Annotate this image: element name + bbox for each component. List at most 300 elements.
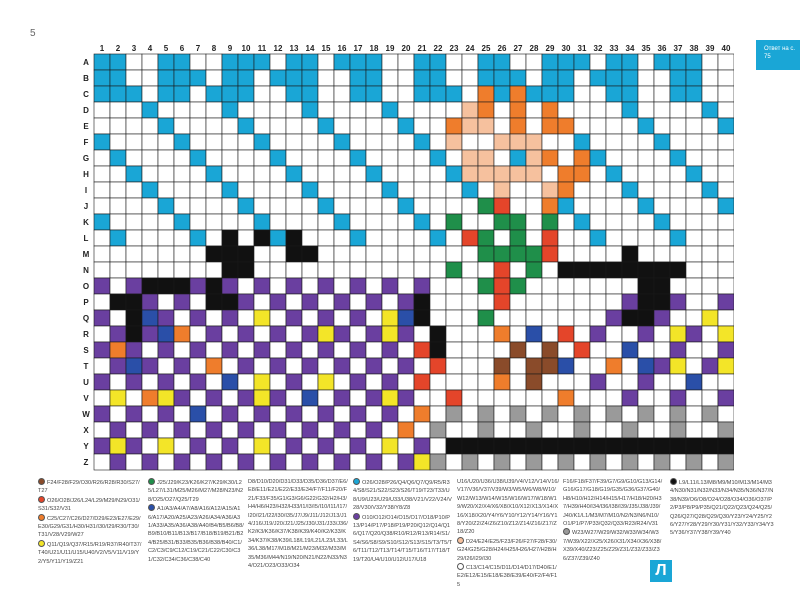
grid-cell [302, 86, 318, 102]
grid-cell [638, 454, 654, 470]
grid-cell [206, 374, 222, 390]
grid-cell [446, 166, 462, 182]
grid-cell [622, 326, 638, 342]
grid-cell [558, 198, 574, 214]
mosaic-grid [78, 40, 734, 472]
grid-cell [526, 294, 542, 310]
grid-cell [510, 262, 526, 278]
grid-cell [126, 150, 142, 166]
grid-cell [606, 342, 622, 358]
grid-cell [510, 230, 526, 246]
grid-cell [110, 262, 126, 278]
grid-cell [622, 86, 638, 102]
grid-cell [590, 454, 606, 470]
grid-cell [110, 230, 126, 246]
grid-cell [238, 422, 254, 438]
grid-cell [302, 438, 318, 454]
grid-cell [430, 118, 446, 134]
grid-cell [638, 54, 654, 70]
grid-cell [686, 438, 702, 454]
grid-cell [206, 294, 222, 310]
grid-cell [110, 422, 126, 438]
row-label: O [82, 282, 90, 291]
grid-cell [158, 102, 174, 118]
grid-cell [110, 390, 126, 406]
grid-cell [494, 454, 510, 470]
grid-cell [446, 214, 462, 230]
grid-cell [606, 278, 622, 294]
grid-cell [462, 454, 478, 470]
grid-cell [430, 230, 446, 246]
grid-cell [270, 262, 286, 278]
grid-cell [478, 102, 494, 118]
grid-cell [334, 422, 350, 438]
grid-cell [702, 390, 718, 406]
grid-cell [142, 166, 158, 182]
grid-cell [606, 406, 622, 422]
grid-cell [94, 326, 110, 342]
grid-cell [174, 198, 190, 214]
grid-cell [414, 390, 430, 406]
grid-cell [622, 182, 638, 198]
grid-cell [158, 70, 174, 86]
grid-cell [382, 358, 398, 374]
grid-cell [206, 230, 222, 246]
color-swatch [38, 496, 45, 503]
grid-cell [94, 438, 110, 454]
grid-cell [414, 214, 430, 230]
grid-cell [430, 390, 446, 406]
grid-cell [158, 278, 174, 294]
grid-cell [702, 438, 718, 454]
grid-cell [190, 262, 206, 278]
grid-cell [590, 390, 606, 406]
grid-cell [702, 198, 718, 214]
grid-cell [526, 406, 542, 422]
row-label: W [82, 410, 90, 419]
grid-cell [494, 118, 510, 134]
grid-cell [158, 454, 174, 470]
grid-cell [110, 438, 126, 454]
grid-cell [206, 54, 222, 70]
grid-cell [366, 326, 382, 342]
grid-cell [462, 342, 478, 358]
grid-cell [446, 230, 462, 246]
grid-cell [318, 294, 334, 310]
grid-cell [366, 454, 382, 470]
grid-cell [686, 422, 702, 438]
grid-cell [254, 278, 270, 294]
grid-cell [174, 390, 190, 406]
grid-cell [670, 246, 686, 262]
grid-cell [94, 70, 110, 86]
column-label: 2 [115, 44, 121, 53]
grid-cell [286, 230, 302, 246]
grid-cell [462, 54, 478, 70]
grid-cell [382, 70, 398, 86]
grid-cell [462, 310, 478, 326]
grid-cell [494, 54, 510, 70]
grid-cell [622, 262, 638, 278]
grid-cell [270, 278, 286, 294]
grid-cell [542, 262, 558, 278]
grid-cell [334, 214, 350, 230]
grid-cell [398, 390, 414, 406]
grid-cell [350, 102, 366, 118]
grid-cell [574, 118, 590, 134]
grid-cell [430, 326, 446, 342]
grid-cell [638, 134, 654, 150]
grid-cell [254, 134, 270, 150]
grid-cell [670, 390, 686, 406]
grid-cell [414, 70, 430, 86]
grid-cell [558, 182, 574, 198]
grid-cell [190, 358, 206, 374]
column-label: 17 [353, 44, 363, 53]
grid-cell [286, 70, 302, 86]
grid-cell [190, 278, 206, 294]
grid-cell [366, 310, 382, 326]
grid-cell [126, 454, 142, 470]
grid-cell [94, 230, 110, 246]
grid-cell [206, 390, 222, 406]
color-key [670, 478, 774, 538]
grid-cell [526, 310, 542, 326]
publisher-logo: Л [650, 560, 672, 582]
grid-cell [638, 214, 654, 230]
grid-cell [350, 54, 366, 70]
grid-cell [430, 102, 446, 118]
grid-cell [638, 198, 654, 214]
grid-cell [494, 198, 510, 214]
grid-cell [430, 454, 446, 470]
grid-cell [526, 198, 542, 214]
grid-cell [686, 54, 702, 70]
grid-cell [622, 438, 638, 454]
grid-cell [366, 166, 382, 182]
grid-cell [190, 326, 206, 342]
grid-cell [638, 246, 654, 262]
grid-cell [622, 422, 638, 438]
grid-cell [430, 278, 446, 294]
grid-cell [366, 102, 382, 118]
grid-cell [302, 374, 318, 390]
grid-cell [174, 310, 190, 326]
grid-cell [414, 422, 430, 438]
grid-cell [638, 182, 654, 198]
grid-cell [222, 310, 238, 326]
grid-cell [654, 390, 670, 406]
grid-cell [286, 422, 302, 438]
color-key [457, 563, 559, 589]
grid-cell [110, 134, 126, 150]
grid-cell [94, 102, 110, 118]
key-column [670, 478, 774, 538]
grid-cell [654, 438, 670, 454]
color-key [248, 478, 348, 570]
grid-cell [686, 278, 702, 294]
grid-cell [494, 230, 510, 246]
grid-cell [158, 198, 174, 214]
grid-cell [302, 230, 318, 246]
grid-cell [526, 326, 542, 342]
grid-cell [286, 150, 302, 166]
grid-cell [222, 134, 238, 150]
grid-cell [142, 70, 158, 86]
grid-cell [414, 102, 430, 118]
grid-cell [318, 438, 334, 454]
grid-cell [126, 406, 142, 422]
grid-cell [574, 454, 590, 470]
grid-cell [190, 406, 206, 422]
grid-cell [462, 438, 478, 454]
grid-cell [510, 326, 526, 342]
grid-cell [574, 182, 590, 198]
grid-cell [686, 182, 702, 198]
grid-cell [526, 342, 542, 358]
grid-cell [590, 422, 606, 438]
grid-cell [590, 86, 606, 102]
grid-cell [286, 390, 302, 406]
grid-cell [94, 454, 110, 470]
grid-cell [350, 86, 366, 102]
grid-cell [94, 294, 110, 310]
grid-cell [446, 294, 462, 310]
grid-cell [446, 118, 462, 134]
grid-cell [318, 166, 334, 182]
grid-cell [478, 438, 494, 454]
grid-cell [670, 374, 686, 390]
grid-cell [638, 342, 654, 358]
grid-cell [478, 118, 494, 134]
grid-cell [718, 230, 734, 246]
grid-cell [510, 374, 526, 390]
grid-cell [446, 54, 462, 70]
grid-cell [478, 150, 494, 166]
column-label: 36 [657, 44, 667, 53]
grid-cell [222, 246, 238, 262]
grid-cell [286, 102, 302, 118]
grid-cell [142, 230, 158, 246]
grid-cell [718, 310, 734, 326]
key-coordinates: D8/D10/D20/D31/D33/D35/D36/D37/E6/E8/E11/E21/E22/E33/E34/F7/F11/F20/F21/F33/F35/G1/G3/G6/G22/G32/H2/H3/H4/H6/H23/H32/H33/I1/I3/I5/I10/I11/I17/I20/I21/I22/I30/I35/J7/J9/J11/J12/J13/J14/J16/J19/J20/J21/J25/J30/J31/J33/J36/K2/K3/K36/K37/K38/K39/K40/K2/K33/K34/K37/K38/K39/L18/L19/L21/L23/L33/L36/L38/M17/M18/M21/M23/M32/M33/M35/M36/M44/N19/N20/N21/N22/N33/N34/O21/O23/O33/O34 [248, 479, 348, 570]
grid-cell [334, 390, 350, 406]
key-column [148, 478, 244, 564]
grid-cell [462, 374, 478, 390]
grid-cell [94, 86, 110, 102]
grid-cell [126, 198, 142, 214]
grid-cell [206, 358, 222, 374]
grid-cell [398, 214, 414, 230]
grid-cell [718, 262, 734, 278]
grid-cell [622, 342, 638, 358]
grid-cell [542, 390, 558, 406]
color-key [38, 478, 142, 496]
grid-cell [142, 134, 158, 150]
grid-cell [254, 294, 270, 310]
grid-cell [526, 102, 542, 118]
grid-cell [206, 310, 222, 326]
grid-cell [414, 198, 430, 214]
grid-cell [286, 166, 302, 182]
key-coordinates: U16/U20/U36/U38/U39/V4/V12/V14/V16/V17/V36/V37/V39/W3/W5/W6/W8/W10/W12/W13/W14/W15/W16/W17/W18/W19/W20/X2/X4/X6/X8/X10/X12/X13/X14/X16/X18/X20/Y4/Y6/Y10/Y12/Y14/Y16/Y18/Y20/Z2/Z4/Z6/Z10/Z12/Z14/Z16/Z17/Z18/Z20 [457, 479, 559, 536]
grid-cell [254, 342, 270, 358]
grid-cell [574, 374, 590, 390]
grid-cell [174, 230, 190, 246]
grid-cell [654, 278, 670, 294]
grid-cell [254, 86, 270, 102]
grid-cell [350, 70, 366, 86]
column-label: 29 [545, 44, 555, 53]
grid-cell [654, 454, 670, 470]
grid-cell [670, 230, 686, 246]
grid-cell [398, 134, 414, 150]
grid-cell [206, 182, 222, 198]
grid-cell [302, 406, 318, 422]
grid-cell [702, 166, 718, 182]
grid-cell [206, 166, 222, 182]
grid-cell [606, 438, 622, 454]
grid-cell [414, 166, 430, 182]
grid-cell [222, 214, 238, 230]
grid-cell [574, 54, 590, 70]
grid-cell [622, 214, 638, 230]
grid-cell [190, 118, 206, 134]
column-label: 6 [179, 44, 185, 53]
grid-cell [590, 134, 606, 150]
grid-cell [446, 182, 462, 198]
column-label: 37 [673, 44, 683, 53]
grid-cell [446, 326, 462, 342]
grid-cell [510, 182, 526, 198]
grid-cell [270, 54, 286, 70]
grid-cell [318, 310, 334, 326]
grid-cell [142, 54, 158, 70]
grid-cell [430, 422, 446, 438]
grid-cell [350, 278, 366, 294]
grid-cell [462, 102, 478, 118]
grid-cell [718, 438, 734, 454]
grid-cell [222, 230, 238, 246]
grid-cell [542, 406, 558, 422]
grid-cell [574, 102, 590, 118]
grid-cell [398, 102, 414, 118]
grid-cell [302, 182, 318, 198]
grid-cell [670, 134, 686, 150]
color-swatch [563, 528, 570, 535]
grid-cell [270, 182, 286, 198]
grid-cell [414, 230, 430, 246]
grid-cell [366, 422, 382, 438]
grid-cell [158, 54, 174, 70]
grid-cell [302, 166, 318, 182]
grid-cell [574, 150, 590, 166]
grid-cell [126, 230, 142, 246]
grid-cell [430, 342, 446, 358]
grid-cell [510, 422, 526, 438]
grid-cell [462, 70, 478, 86]
grid-cell [510, 438, 526, 454]
grid-cell [654, 342, 670, 358]
grid-cell [542, 358, 558, 374]
grid-cell [174, 454, 190, 470]
grid-cell [686, 262, 702, 278]
grid-cell [350, 294, 366, 310]
grid-cell [462, 294, 478, 310]
grid-cell [382, 262, 398, 278]
grid-cell [478, 358, 494, 374]
grid-cell [494, 150, 510, 166]
grid-cell [350, 390, 366, 406]
grid-cell [702, 358, 718, 374]
column-label: 40 [721, 44, 731, 53]
grid-cell [558, 214, 574, 230]
grid-cell [622, 294, 638, 310]
grid-cell [414, 438, 430, 454]
grid-cell [270, 118, 286, 134]
grid-cell [174, 166, 190, 182]
grid-cell [654, 358, 670, 374]
grid-cell [334, 150, 350, 166]
grid-cell [542, 454, 558, 470]
grid-cell [670, 262, 686, 278]
grid-cell [174, 406, 190, 422]
grid-cell [254, 406, 270, 422]
grid-cell [542, 166, 558, 182]
grid-cell [414, 342, 430, 358]
grid-cell [638, 278, 654, 294]
grid-cell [254, 374, 270, 390]
grid-cell [318, 454, 334, 470]
grid-cell [110, 214, 126, 230]
grid-cell [398, 438, 414, 454]
grid-cell [686, 198, 702, 214]
grid-cell [718, 390, 734, 406]
grid-cell [558, 134, 574, 150]
grid-cell [110, 182, 126, 198]
grid-cell [542, 342, 558, 358]
grid-cell [718, 454, 734, 470]
grid-cell [670, 326, 686, 342]
grid-cell [286, 262, 302, 278]
grid-cell [414, 118, 430, 134]
grid-cell [238, 214, 254, 230]
grid-cell [238, 166, 254, 182]
color-key [353, 513, 453, 564]
column-label: 16 [337, 44, 347, 53]
grid-cell [446, 70, 462, 86]
column-label: 21 [417, 44, 427, 53]
grid-cell [670, 310, 686, 326]
grid-cell [526, 390, 542, 406]
grid-cell [494, 214, 510, 230]
grid-cell [686, 326, 702, 342]
grid-cell [574, 198, 590, 214]
grid-cell [622, 310, 638, 326]
grid-cell [350, 454, 366, 470]
grid-cell [334, 438, 350, 454]
grid-cell [190, 342, 206, 358]
grid-cell [238, 246, 254, 262]
grid-cell [462, 390, 478, 406]
grid-cell [606, 422, 622, 438]
grid-cell [238, 70, 254, 86]
grid-cell [590, 230, 606, 246]
grid-cell [126, 102, 142, 118]
grid-cell [110, 342, 126, 358]
grid-cell [110, 150, 126, 166]
grid-cell [270, 422, 286, 438]
